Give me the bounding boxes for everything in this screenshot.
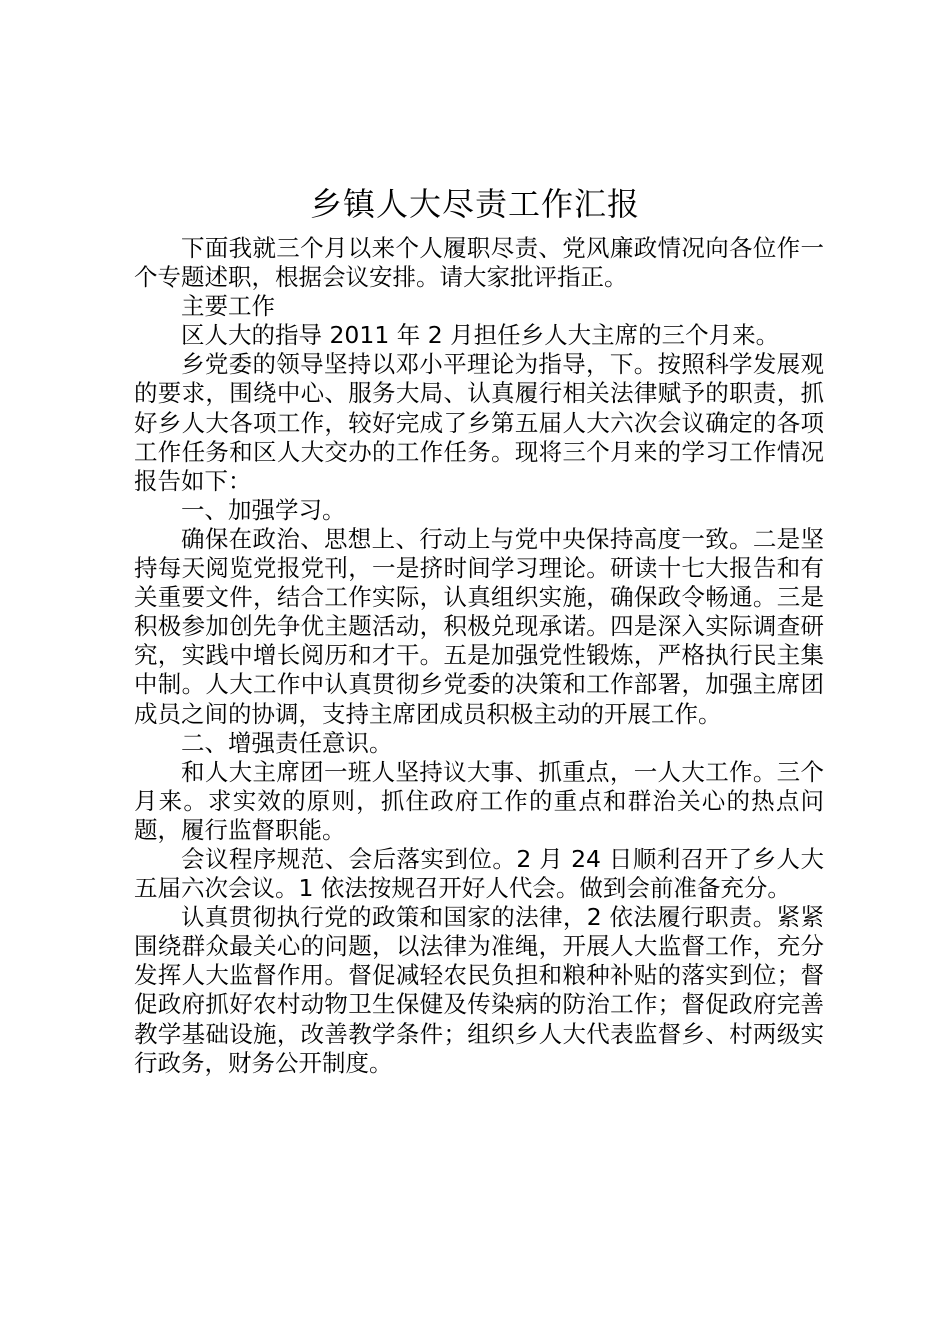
paragraph: 认真贯彻执行党的政策和国家的法律，2 依法履行职责。紧紧围绕群众最关心的问题，以法律为准绳，开展人大监督工作，充分发挥人大监督作用。督促减轻农民负担和粮种补贴的落实到位；督促政府抓好农村动物卫生保健及传染病的防治工作；督促政府完善教学基础设施，改善教学条件；组织乡人大代表监督乡、村两级实行政务，财务公开制度。 (134, 903, 824, 1077)
paragraph: 和人大主席团一班人坚持议大事、抓重点，一人大工作。三个月来。求实效的原则，抓住政府工作的重点和群治关心的热点问题，履行监督职能。 (134, 757, 824, 844)
document-body (134, 234, 824, 1078)
document-title: 乡镇人大尽责工作汇报 (309, 185, 640, 223)
paragraph: 区人大的指导 2011 年 2 月担任乡人大主席的三个月来。 (181, 321, 780, 350)
paragraph: 下面我就三个月以来个人履职尽责、党风廉政情况向各位作一个专题述职，根据会议安排。请大家批评指正。 (134, 234, 824, 292)
paragraph: 确保在政治、思想上、行动上与党中央保持高度一致。二是坚持每天阅览党报党刊，一是挤时间学习理论。研读十七大报告和有关重要文件，结合工作实际，认真组织实施，确保政令畅通。三是积极参加创先争优主题活动，积极兑现承诺。四是深入实际调查研究，实践中增长阅历和才干。五是加强党性锻炼，严格执行民主集中制。人大工作中认真贯彻乡党委的决策和工作部署，加强主席团成员之间的协调，支持主席团成员积极主动的开展工作。 (134, 524, 824, 728)
paragraph: 二、增强责任意识。 (181, 728, 393, 757)
paragraph: 乡党委的领导坚持以邓小平理论为指导，下。按照科学发展观的要求，围绕中心、服务大局、认真履行相关法律赋予的职责，抓好乡人大各项工作，较好完成了乡第五届人大六次会议确定的各项工作任务和区人大交办的工作任务。现将三个月来的学习工作情况报告如下： (134, 350, 824, 495)
paragraph: 一、加强学习。 (181, 495, 346, 524)
paragraph: 会议程序规范、会后落实到位。2 月 24 日顺利召开了乡人大五届六次会议。1 依法按规召开好人代会。做到会前准备充分。 (134, 844, 824, 903)
paragraph: 主要工作 (181, 292, 275, 321)
